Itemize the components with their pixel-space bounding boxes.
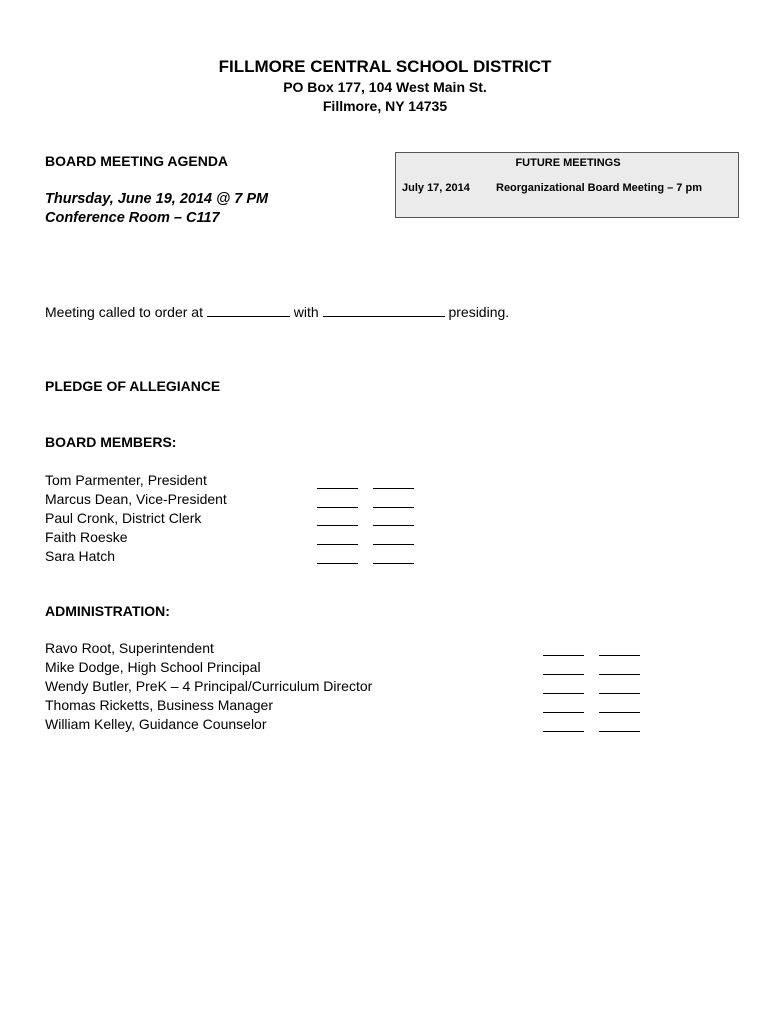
admin-member: Thomas Ricketts, Business Manager	[45, 697, 273, 713]
board-member: Faith Roeske	[45, 529, 128, 545]
attendance-blank	[599, 655, 640, 656]
attendance-blank	[373, 525, 414, 526]
admin-member: William Kelley, Guidance Counselor	[45, 716, 267, 732]
attendance-blank	[373, 488, 414, 489]
call-to-order-suffix: presiding.	[448, 304, 510, 320]
attendance-blank	[317, 488, 358, 489]
district-title: FILLMORE CENTRAL SCHOOL DISTRICT	[218, 57, 552, 76]
future-meetings-heading: FUTURE MEETINGS	[515, 157, 621, 169]
attendance-blank	[317, 525, 358, 526]
attendance-blank	[599, 731, 640, 732]
admin-member: Ravo Root, Superintendent	[45, 640, 214, 656]
attendance-blank	[373, 563, 414, 564]
board-member: Marcus Dean, Vice-President	[45, 491, 227, 507]
district-address: PO Box 177, 104 West Main St.	[283, 79, 487, 95]
attendance-blank	[543, 674, 584, 675]
attendance-blank	[599, 712, 640, 713]
district-city: Fillmore, NY 14735	[322, 98, 448, 114]
board-member: Tom Parmenter, President	[45, 472, 207, 488]
attendance-blank	[317, 544, 358, 545]
board-member: Sara Hatch	[45, 548, 116, 564]
call-to-order-middle: with	[293, 304, 319, 320]
future-meetings-box	[395, 152, 739, 218]
attendance-blank	[543, 655, 584, 656]
attendance-blank	[373, 507, 414, 508]
administration-heading: ADMINISTRATION:	[45, 603, 170, 619]
future-meeting-date: July 17, 2014	[402, 182, 470, 194]
attendance-blank	[599, 674, 640, 675]
pledge-heading: PLEDGE OF ALLEGIANCE	[45, 378, 221, 394]
meeting-room: Conference Room – C117	[45, 210, 220, 226]
time-blank	[207, 304, 290, 317]
admin-member: Mike Dodge, High School Principal	[45, 659, 261, 675]
attendance-blank	[317, 507, 358, 508]
attendance-blank	[543, 693, 584, 694]
board-members-heading: BOARD MEMBERS:	[45, 434, 177, 450]
call-to-order-line	[45, 304, 509, 320]
agenda-title: BOARD MEETING AGENDA	[45, 153, 229, 169]
call-to-order-prefix: Meeting called to order at	[45, 304, 203, 320]
attendance-blank	[543, 712, 584, 713]
admin-member: Wendy Butler, PreK – 4 Principal/Curriculum Director	[45, 678, 373, 694]
presiding-blank	[323, 304, 445, 317]
attendance-blank	[373, 544, 414, 545]
future-meeting-description: Reorganizational Board Meeting – 7 pm	[496, 182, 702, 194]
meeting-date: Thursday, June 19, 2014 @ 7 PM	[45, 191, 269, 207]
attendance-blank	[543, 731, 584, 732]
board-member: Paul Cronk, District Clerk	[45, 510, 202, 526]
attendance-blank	[317, 563, 358, 564]
attendance-blank	[599, 693, 640, 694]
